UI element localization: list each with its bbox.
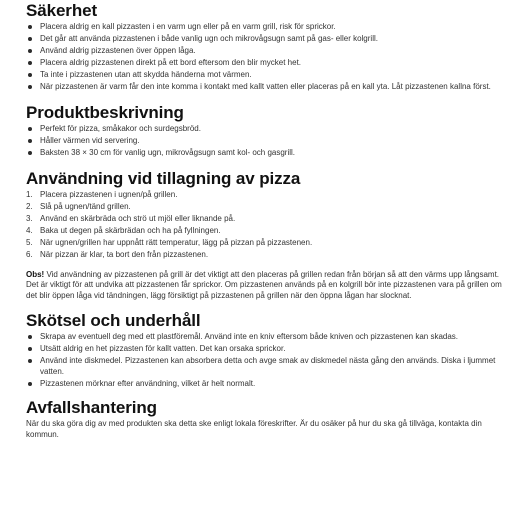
list-item: När pizzastenen är varm får den inte komma i kontakt med kallt vatten eller placeras på en kall yta. Låt pizzastenen kallna först. [26,82,502,93]
step-text: Slå på ugnen/tänd grillen. [40,201,131,211]
care-list [26,332,502,389]
step-number: 2. [26,201,33,211]
list-item: Skrapa av eventuell deg med ett plastföremål. Använd inte en kniv eftersom både kniven och pizzastenen kan skadas. [26,332,502,343]
usage-heading: Användning vid tillagning av pizza [26,168,301,188]
step-item [26,214,502,225]
note-label: Obs! [26,269,45,279]
step-text: Placera pizzastenen i ugnen/på grillen. [40,189,178,199]
list-item: Utsätt aldrig en het pizzasten för kallt vatten. Det kan orsaka sprickor. [26,344,502,355]
list-item: Ta inte i pizzastenen utan att skydda händerna mot värmen. [26,70,502,81]
usage-steps-list [26,190,502,261]
product-description-heading: Produktbeskrivning [26,102,184,122]
step-item [26,226,502,237]
step-item [26,202,502,213]
disposal-text: När du ska göra dig av med produkten ska detta ske enligt lokala föreskrifter. Är du osäker på hur du ska gå tillväga, kontakta din kommun. [26,419,482,439]
care-heading: Skötsel och underhåll [26,311,201,331]
list-item: Placera aldrig en kall pizzasten i en varm ugn eller på en varm grill, risk för sprickor. [26,22,502,33]
step-number: 5. [26,238,33,248]
step-number: 3. [26,213,33,223]
usage-note [26,270,502,302]
manual-page [26,0,502,440]
list-item: Använd inte diskmedel. Pizzastenen kan absorbera detta och avge smak av diskmedel nästa gång den används. Diska i ljummet vatten. [26,356,502,377]
step-number: 4. [26,225,33,235]
list-item: Använd aldrig pizzastenen över öppen låga. [26,46,502,57]
disposal-heading: Avfallshantering [26,398,157,418]
step-item [26,250,502,261]
step-number: 1. [26,189,33,199]
step-text: När pizzan är klar, ta bort den från pizzastenen. [40,250,209,260]
step-item [26,190,502,201]
step-text: När ugnen/grillen har uppnått rätt temperatur, lägg på pizzan på pizzastenen. [40,238,313,248]
list-item: Perfekt för pizza, småkakor och surdegsbröd. [26,124,502,135]
step-number: 6. [26,250,33,260]
list-item: Håller värmen vid servering. [26,136,502,147]
safety-list [26,22,502,93]
list-item: Placera aldrig pizzastenen direkt på ett bord eftersom den blir mycket het. [26,58,502,69]
list-item: Det går att använda pizzastenen i både vanlig ugn och mikrovågsugn samt på gas- eller kolgrill. [26,34,502,45]
note-text: Vid användning av pizzastenen på grill är det viktigt att den placeras på grillen redan från början så att den värms upp långsamt. Det är viktigt för att undvika att pizzastenen får sprickor. Om pizzastenen används på en kolgrill bör inte pizzastenen vara på grillen om det blir öppen låga vid tändningen, lägg försiktigt på pizzastenen på grillen när den öppna lågan har slocknat. [26,269,502,300]
list-item: Baksten 38 × 30 cm för vanlig ugn, mikrovågsugn samt kol- och gasgrill. [26,148,502,159]
product-description-list [26,124,502,159]
step-text: Använd en skärbräda och strö ut mjöl eller liknande på. [40,213,236,223]
safety-heading: Säkerhet [26,1,98,20]
list-item: Pizzastenen mörknar efter användning, vilket är helt normalt. [26,379,502,390]
step-text: Baka ut degen på skärbrädan och ha på fyllningen. [40,225,221,235]
step-item [26,238,502,249]
